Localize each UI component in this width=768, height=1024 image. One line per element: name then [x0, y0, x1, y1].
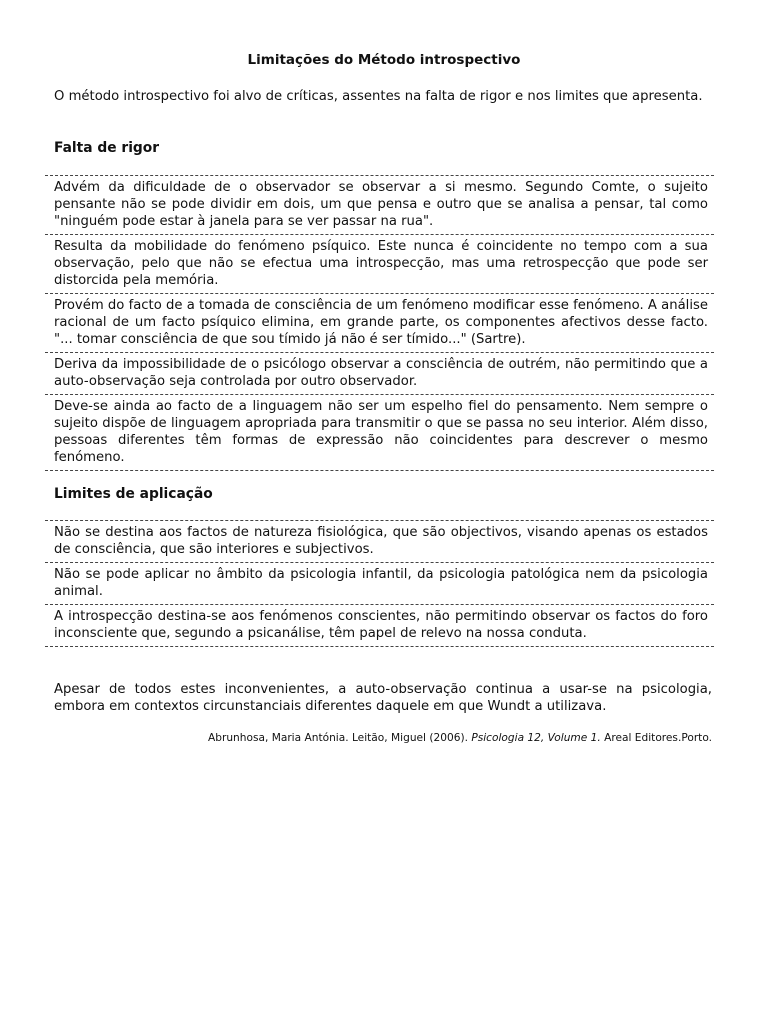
- list-item: Não se pode aplicar no âmbito da psicologia infantil, da psicologia patológica nem da psicologia animal.: [45, 562, 714, 604]
- intro-paragraph: O método introspectivo foi alvo de críticas, assentes na falta de rigor e nos limites que apresenta.: [54, 89, 703, 104]
- document-title: Limitações do Método introspectivo: [247, 52, 521, 68]
- citation-work: Psicologia 12, Volume 1.: [471, 732, 601, 744]
- closing-paragraph: Apesar de todos estes inconvenientes, a auto-observação continua a usar-se na psicologia, embora em contextos circunstanciais diferentes daquele em que Wundt a utilizava.: [54, 682, 712, 714]
- list-item: A introspecção destina-se aos fenómenos conscientes, não permitindo observar os factos do foro inconsciente que, segundo a psicanálise, têm papel de relevo na nossa conduta.: [45, 604, 714, 647]
- falta-de-rigor-list: [45, 175, 714, 471]
- list-item: Resulta da mobilidade do fenómeno psíquico. Este nunca é coincidente no tempo com a sua observação, pelo que não se efectua uma introspecção, mas uma retrospecção que pode ser distorcida pela memória.: [45, 234, 714, 293]
- list-item: Deriva da impossibilidade de o psicólogo observar a consciência de outrém, não permitindo que a auto-observação seja controlada por outro observador.: [45, 352, 714, 394]
- list-item: Advém da dificuldade de o observador se observar a si mesmo. Segundo Comte, o sujeito pensante não se pode dividir em dois, um que pensa e outro que se analisa a pensar, tal como "ninguém pode estar à janela para se ver passar na rua".: [45, 175, 714, 234]
- list-item: Provém do facto de a tomada de consciência de um fenómeno modificar esse fenómeno. A análise racional de um facto psíquico elimina, em grande parte, os componentes afectivos desse facto. "... tomar consciência de que sou tímido já não é ser tímido..." (Sartre).: [45, 293, 714, 352]
- heading-falta-de-rigor: Falta de rigor: [54, 140, 160, 156]
- citation: [208, 732, 712, 744]
- list-item: Não se destina aos factos de natureza fisiológica, que são objectivos, visando apenas os estados de consciência, que são interiores e subjectivos.: [45, 520, 714, 562]
- limites-de-aplicacao-list: [45, 520, 714, 647]
- citation-authors: Abrunhosa, Maria Antónia. Leitão, Miguel (2006).: [208, 732, 468, 744]
- list-item: Deve-se ainda ao facto de a linguagem não ser um espelho fiel do pensamento. Nem sempre o sujeito dispõe de linguagem apropriada para transmitir o que se passa no seu interior. Além disso, pessoas diferentes têm formas de expressão não coincidentes para descrever o mesmo fenómeno.: [45, 394, 714, 471]
- heading-limites-de-aplicacao: Limites de aplicação: [54, 486, 213, 502]
- citation-publisher: Areal Editores.Porto.: [604, 732, 712, 744]
